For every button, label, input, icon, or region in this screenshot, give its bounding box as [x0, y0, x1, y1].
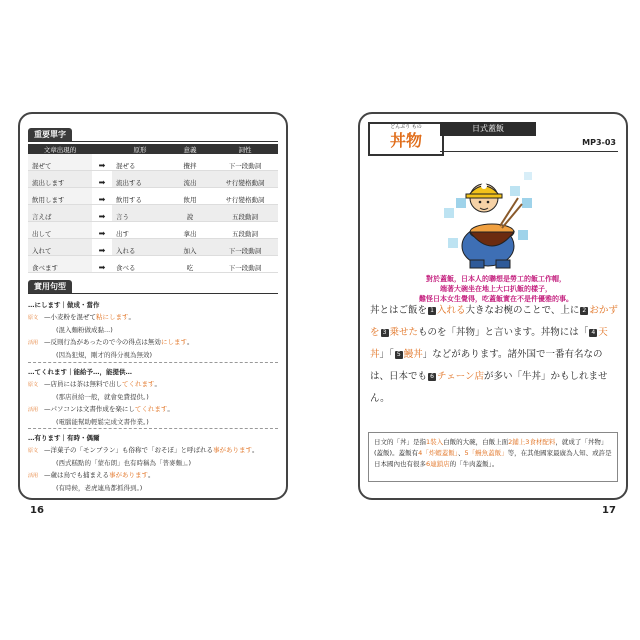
translation-highlight: 6連鎖店 [426, 460, 450, 468]
example-applied [28, 403, 278, 416]
example-end: 。 [167, 405, 174, 413]
patterns-section-title: 實用句型 [28, 280, 72, 293]
vocab-row [28, 171, 278, 188]
translation-highlight: 5「鰻魚蓋飯」 [464, 449, 508, 457]
pattern-divider [28, 428, 278, 430]
example-highlight: 粘にします [96, 313, 129, 321]
example-tag: 活用 [28, 340, 39, 346]
arrow-icon: ➡ [92, 222, 112, 239]
example-translation: (混入麵粉做成黏...) [56, 326, 113, 334]
vocab-meaning: 拿出 [168, 222, 212, 239]
vocab-pos: 下一段動詞 [212, 256, 278, 273]
vocab-base: 飲用する [112, 188, 168, 205]
example-applied [28, 336, 278, 349]
vocab-row [28, 188, 278, 205]
example-translation: (西式糕點的「蒙布朗」也有時稱為「普麥麵」。) [56, 459, 192, 467]
vocab-header-form: 文章出現的 [28, 144, 92, 154]
passage-translation [368, 432, 618, 482]
example-text: —反則行為があったので今の得点は無効 [44, 338, 161, 346]
vocab-form: 食べます [28, 256, 92, 273]
vocab-base: 出す [112, 222, 168, 239]
translation-highlight: 2鋪上 [508, 438, 526, 446]
vocab-form: 言えば [28, 205, 92, 222]
vocab-row [28, 256, 278, 273]
arrow-icon: ➡ [92, 205, 112, 222]
translation-text: 等，在其他國家最廣為人知、或許是日本國內也有很多 [374, 449, 612, 468]
example-tag: 活用 [28, 407, 39, 413]
vocab-form: 飲用します [28, 188, 92, 205]
passage-text: 」「 [379, 349, 394, 360]
vocab-pos: 五段動詞 [212, 205, 278, 222]
vocab-base: 食べる [112, 256, 168, 273]
vocab-meaning: 加入 [168, 239, 212, 256]
vocab-meaning: 流出 [168, 171, 212, 188]
passage-highlight: おかずを [370, 305, 618, 338]
vocab-meaning: 說 [168, 205, 212, 222]
example-text: —店員には茶は無料で出し [44, 380, 122, 388]
pattern-block [28, 366, 278, 428]
example-highlight: にします [160, 338, 187, 346]
vocab-row [28, 205, 278, 222]
example-translation: (有時候，老虎連鳥都抓得到。) [56, 484, 143, 492]
translation-highlight: 4「炸蝦蓋飯」 [418, 449, 458, 457]
arrow-icon: ➡ [92, 188, 112, 205]
example-text: —歳は鳥でも捕まえる [44, 471, 109, 479]
vocab-header-pos: 詞性 [212, 144, 278, 154]
worker-eating-illustration [440, 168, 536, 272]
vocab-number-badge: 6 [428, 373, 436, 381]
vocab-form: 出して [28, 222, 92, 239]
vocab-row [28, 222, 278, 239]
example-translation: (因為犯規，剛才的得分視為無效) [56, 351, 153, 359]
example-original [28, 444, 278, 457]
vocab-header-meaning: 意義 [168, 144, 212, 154]
example-original [28, 311, 278, 324]
example-translation: (那店員給一般，就會免費提供。) [56, 393, 149, 401]
arrow-icon: ➡ [92, 171, 112, 188]
example-text: —小麦粉を混ぜて [44, 313, 96, 321]
vocab-header-arrow [92, 144, 112, 154]
translation-text: 白飯的大碗，白飯上面 [443, 438, 509, 446]
pattern-block [28, 299, 278, 361]
page-title: 丼物 [389, 131, 422, 150]
example-end: 。 [148, 471, 155, 479]
vocab-number-badge: 1 [428, 307, 436, 315]
vocab-pos: 下一段動詞 [212, 154, 278, 171]
arrow-icon: ➡ [92, 256, 112, 273]
arrow-icon: ➡ [92, 239, 112, 256]
arrow-icon: ➡ [92, 154, 112, 171]
passage-text: 丼とはご飯を [370, 305, 428, 316]
right-page [358, 112, 628, 500]
example-tag: 活用 [28, 473, 39, 479]
pattern-title: …にします｜做成・當作 [28, 301, 100, 309]
passage-highlight: 天丼 [370, 327, 608, 360]
example-tag: 原文 [28, 315, 39, 321]
vocab-number-badge: 4 [589, 329, 597, 337]
vocab-pos: サ行變格動詞 [212, 171, 278, 188]
translation-text: 、 [457, 449, 465, 457]
vocab-base: 言う [112, 205, 168, 222]
example-translation: (電腦能幫助輕鬆完成文書作業。) [56, 418, 149, 426]
audio-track-label: MP3-03 [582, 138, 616, 147]
left-page [18, 112, 288, 500]
vocab-meaning: 吃 [168, 256, 212, 273]
example-highlight: 事があります [109, 471, 148, 479]
example-tag: 原文 [28, 382, 39, 388]
example-applied [28, 469, 278, 482]
example-original [28, 378, 278, 391]
vocab-row [28, 154, 278, 171]
example-tag: 原文 [28, 448, 39, 454]
vocab-base: 流出する [112, 171, 168, 188]
vocab-number-badge: 3 [381, 329, 389, 337]
title-furigana: どんぶり もの [390, 124, 422, 130]
passage-text: が多い「牛丼」かもしれません。 [370, 371, 608, 404]
example-highlight: てくれます [122, 380, 155, 388]
translation-highlight: 1裝入 [426, 438, 444, 446]
title-rule [440, 151, 618, 152]
pattern-title: …有ります｜有時・偶爾 [28, 434, 100, 442]
illustration-caption: 對於蓋飯，日本人的聯想是勞工的飯工作帽， 端著大碗坐在地上大口扒飯的樣子， 難怪日本女生覺得，吃蓋飯實在不是件優雅的事。 [419, 275, 573, 303]
vocab-number-badge: 2 [580, 307, 588, 315]
vocab-form: 流出します [28, 171, 92, 188]
example-text: —洋菓子の「モンブラン」も俗称で「おそぼ」と呼ばれる [44, 446, 213, 454]
translation-text: 日文的「丼」是指 [374, 438, 426, 446]
vocab-pos: サ行變格動詞 [212, 188, 278, 205]
example-end: 。 [252, 446, 259, 454]
vocab-base: 混ぜる [112, 154, 168, 171]
vocab-pos: 五段動詞 [212, 222, 278, 239]
vocab-pos: 下一段動詞 [212, 239, 278, 256]
vocab-section-rule [28, 141, 278, 142]
passage-highlight: 乗せた [389, 327, 419, 338]
vocab-header-base: 原形 [112, 144, 168, 154]
page-number-left: 16 [30, 505, 44, 516]
translation-highlight: 3食材配料 [525, 438, 556, 446]
vocab-table [28, 144, 278, 273]
translation-text: ，就成了「丼物」(蓋飯)。蓋飯有 [374, 438, 608, 457]
pattern-block [28, 432, 278, 494]
example-end: 。 [128, 313, 135, 321]
title-box [368, 122, 444, 156]
passage-highlight: 鰻丼 [403, 349, 423, 360]
vocab-meaning: 攪拌 [168, 154, 212, 171]
pattern-title: …てくれます｜能給予…，能提供… [28, 368, 132, 376]
example-end: 。 [186, 338, 194, 346]
example-highlight: てくれます [134, 405, 168, 413]
vocab-meaning: 飲用 [168, 188, 212, 205]
vocab-section-title: 重要單字 [28, 128, 72, 141]
translation-text: 的「牛肉蓋飯」。 [449, 460, 499, 468]
passage-text: ものを「丼物」と言います。丼物には「 [418, 327, 589, 338]
vocab-base: 入れる [112, 239, 168, 256]
patterns-section-rule [28, 293, 278, 294]
main-passage [370, 300, 618, 410]
passage-text: 」などがあります。諸外国で一番有名なのは、日本でも [370, 349, 603, 382]
passage-text: 大きなお椀のことで、上に [465, 305, 580, 316]
vocab-row [28, 239, 278, 256]
category-label: 日式蓋飯 [440, 122, 536, 136]
pattern-divider [28, 362, 278, 364]
passage-highlight: チェーン店 [437, 371, 485, 382]
page-number-right: 17 [602, 505, 616, 516]
example-highlight: 事があります [213, 446, 252, 454]
vocab-form: 入れて [28, 239, 92, 256]
vocab-number-badge: 5 [395, 351, 403, 359]
example-text: —パソコンは文書作成を楽にし [44, 405, 135, 413]
example-end: 。 [154, 380, 161, 388]
vocab-form: 混ぜて [28, 154, 92, 171]
passage-highlight: 入れる [437, 305, 466, 316]
